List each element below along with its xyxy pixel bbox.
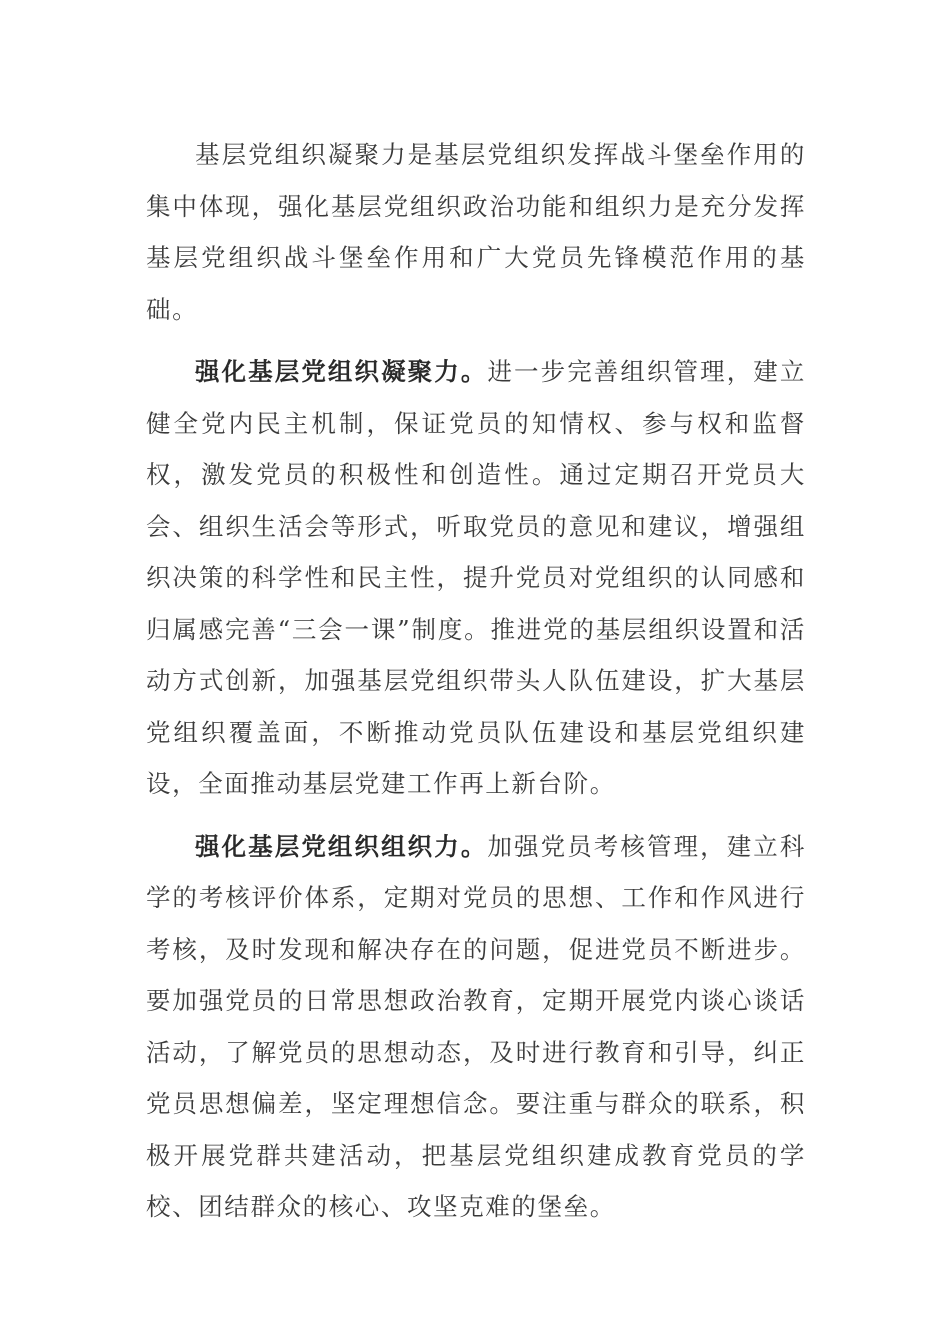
paragraph-organization	[146, 821, 806, 1233]
paragraph-text: 基层党组织凝聚力是基层党组织发挥战斗堡垒作用的集中体现，强化基层党组织政治功能和组织力是充分发挥基层党组织战斗堡垒作用和广大党员先锋模范作用的基础。	[146, 140, 806, 324]
paragraph-intro	[146, 129, 806, 335]
paragraph-cohesion	[146, 346, 806, 810]
paragraph-text: 进一步完善组织管理，建立健全党内民主机制，保证党员的知情权、参与权和监督权，激发党员的积极性和创造性。通过定期召开党员大会、组织生活会等形式，听取党员的意见和建议，增强组织决策的科学性和民主性，提升党员对党组织的认同感和归属感完善“三会一课”制度。推进党的基层组织设置和活动方式创新，加强基层党组织带头人队伍建设，扩大基层党组织覆盖面，不断推动党员队伍建设和基层党组织建设，全面推动基层党建工作再上新台阶。	[146, 357, 806, 798]
paragraph-lead: 强化基层党组织凝聚力。	[195, 357, 488, 386]
paragraph-text: 加强党员考核管理，建立科学的考核评价体系，定期对党员的思想、工作和作风进行考核，及时发现和解决存在的问题，促进党员不断进步。要加强党员的日常思想政治教育，定期开展党内谈心谈话活动，了解党员的思想动态，及时进行教育和引导，纠正党员思想偏差，坚定理想信念。要注重与群众的联系，积极开展党群共建活动，把基层党组织建成教育党员的学校、团结群众的核心、攻坚克难的堡垒。	[146, 831, 806, 1221]
paragraph-lead: 强化基层党组织组织力。	[195, 831, 488, 861]
document-body	[146, 129, 806, 1233]
